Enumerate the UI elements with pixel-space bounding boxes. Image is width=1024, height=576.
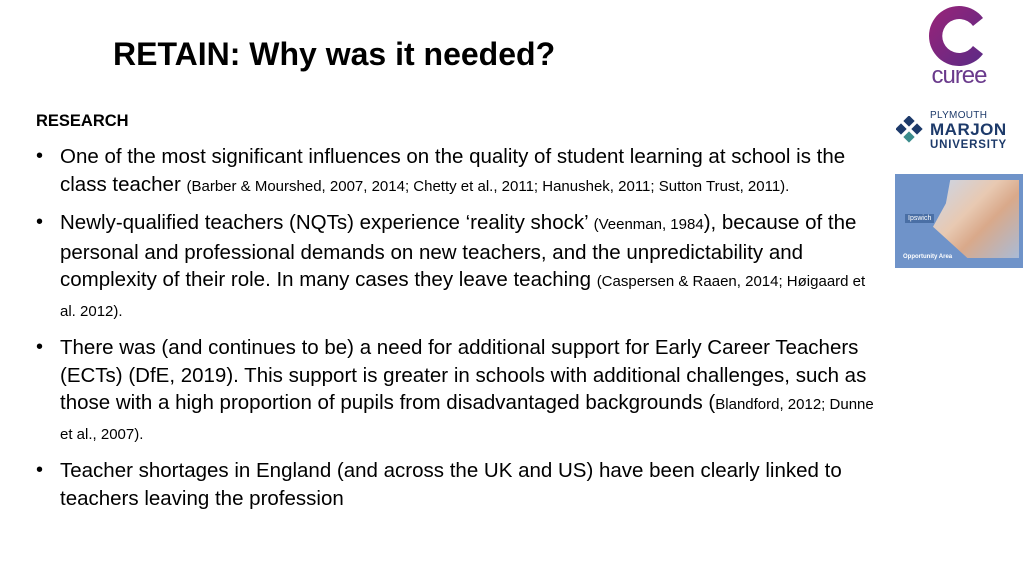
slide-title: RETAIN: Why was it needed? — [113, 36, 556, 72]
bullet-icon: • — [36, 336, 44, 358]
opportunity-area-caption: Opportunity Area — [903, 254, 953, 260]
marjon-line3: UNIVERSITY — [930, 139, 1008, 151]
bullet-item — [36, 334, 881, 448]
section-label: RESEARCH — [36, 112, 129, 130]
bullet-citation: (Barber & Mourshed, 2007, 2014; Chetty et al., 2011; Hanushek, 2011; Sutton Trust, 2011). — [186, 177, 790, 195]
opportunity-area-logo — [895, 174, 1023, 268]
bullet-item — [36, 457, 881, 512]
bullet-item — [36, 143, 881, 200]
bullet-text: Newly-qualified teachers (NQTs) experience ‘reality shock’ — [60, 211, 594, 234]
marjon-line2: MARJON — [930, 120, 1007, 139]
bullet-text: There was (and continues to be) a need for additional support for Early Career Teachers (ECTs) (DfE, 2019). This support is greater in schools with additional challenges, such as those with a high proportion of pupils from disadvantaged backgrounds ( — [60, 336, 867, 414]
bullet-item — [36, 209, 881, 325]
bullet-list — [36, 143, 881, 521]
bullet-text: Teacher shortages in England (and across the UK and US) have been clearly linked to teachers leaving the profession — [60, 459, 842, 510]
bullet-icon: • — [36, 211, 44, 233]
children-photo-image — [933, 180, 1019, 258]
marjon-line1: PLYMOUTH — [930, 110, 988, 121]
bullet-icon: • — [36, 459, 44, 481]
marjon-logo — [894, 106, 1016, 156]
bullet-text: One of the most significant influences on the quality of student learning at school is the class teacher — [60, 145, 846, 196]
bullet-icon: • — [36, 145, 44, 167]
bullet-citation: Blandford, 2012; Dunne et al., 2007). — [60, 396, 874, 443]
bullet-citation: (Veenman, 1984 — [593, 216, 704, 233]
marjon-diamond-icon — [896, 116, 926, 146]
opportunity-area-place: Ipswich — [905, 214, 934, 223]
bullet-citation: (Caspersen & Raaen, 2014; Høigaard et al. 2012). — [60, 273, 866, 320]
bullet-text-continued: ), because of the personal and professional demands on new teachers, and the unpredictability and complexity of their role. In many cases they leave teaching — [60, 211, 857, 291]
curee-logo-text: curee — [931, 62, 987, 89]
